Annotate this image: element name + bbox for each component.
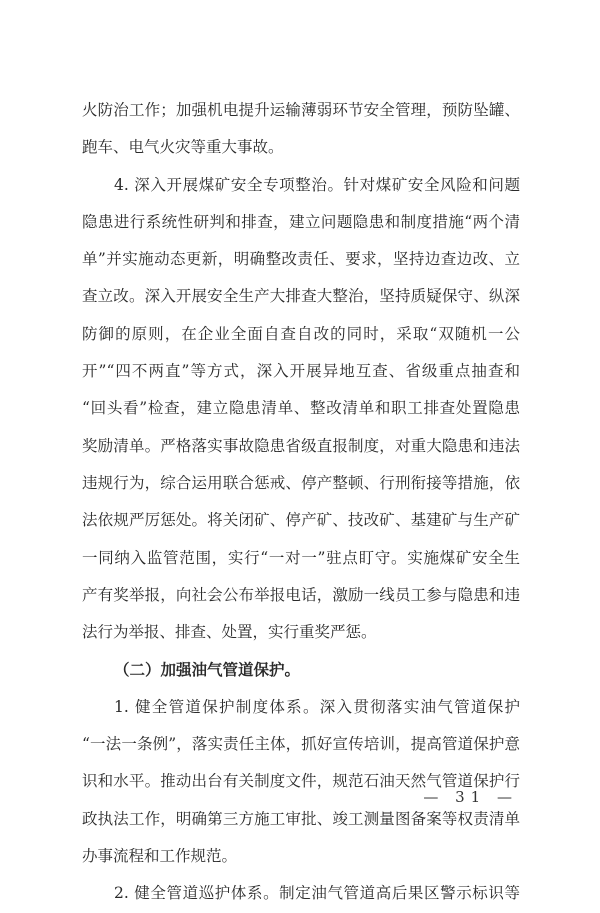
text-line: 跑车、电气火灾等重大事故。	[82, 138, 284, 157]
text-line: 单”并实施动态更新，明确整改责任、要求，坚持边查边改、立	[82, 250, 520, 269]
text-line: 奖励清单。严格落实事故隐患省级直报制度，对重大隐患和违法	[82, 436, 520, 455]
text-line: 火防治工作；加强机电提升运输薄弱环节安全管理，预防坠罐、	[82, 101, 520, 119]
text-line: 法依规严厉惩处。将关闭矿、停产矿、技改矿、基建矿与生产矿	[82, 511, 520, 530]
text-line: 1. 健全管道保护制度体系。深入贯彻落实油气管道保护	[114, 697, 520, 716]
text-line: 办事流程和工作规范。	[82, 846, 238, 865]
text-line: “回头看”检查，建立隐患清单、整改清单和职工排查处置隐患	[82, 399, 520, 418]
text-line: 2. 健全管道巡护体系。制定油气管道高后果区警示标识等	[114, 884, 520, 903]
text-line: 一同纳入监管范围，实行“一对一”驻点盯守。实施煤矿安全生	[82, 548, 520, 567]
section-heading: （二）加强油气管道保护。	[114, 660, 301, 680]
text-line: “一法一条例”，落实责任主体，抓好宣传培训，提高管道保护意	[82, 735, 520, 754]
text-line: 识和水平。推动出台有关制度文件，规范石油天然气管道保护行	[82, 772, 520, 791]
text-line: 政执法工作，明确第三方施工审批、竣工测量图备案等权责清单	[82, 809, 520, 828]
text-line: 查立改。深入开展安全生产大排查大整治，坚持质疑保守、纵深	[82, 287, 520, 306]
text-line: 隐患进行系统性研判和排查，建立问题隐患和制度措施“两个清	[82, 212, 520, 231]
text-line: 防御的原则，在企业全面自查自改的同时，采取“双随机一公	[82, 324, 520, 343]
text-line: 产有奖举报，向社会公布举报电话，激励一线员工参与隐患和违	[82, 585, 520, 604]
text-line: 法行为举报、排查、处置，实行重奖严惩。	[82, 623, 377, 642]
text-line: 4. 深入开展煤矿安全专项整治。针对煤矿安全风险和问题	[114, 175, 520, 194]
text-line: 开”“四不两直”等方式，深入开展异地互查、省级重点抽查和	[82, 362, 520, 381]
page-number: — 31 —	[423, 788, 518, 806]
text-line: 违规行为，综合运用联合惩戒、停产整顿、行刑衔接等措施，依	[82, 473, 520, 492]
